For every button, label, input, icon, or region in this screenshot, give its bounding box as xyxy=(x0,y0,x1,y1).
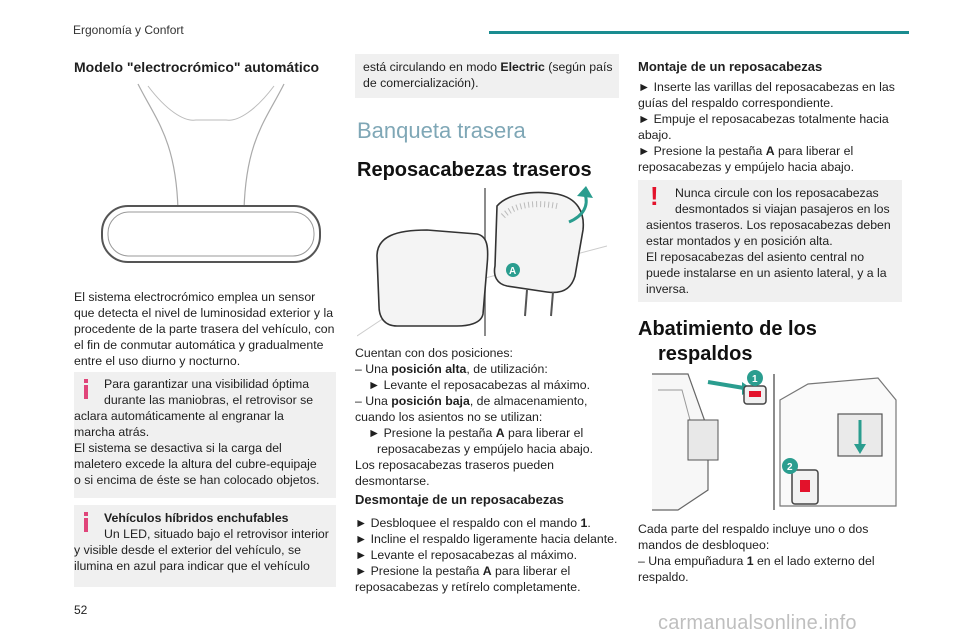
position-high: – Una posición alta, de utilización: xyxy=(355,362,548,376)
warning-line: El reposacabezas del asiento central no xyxy=(646,250,865,264)
watermark: carmanualsonline.info xyxy=(658,612,857,634)
info-hybrid-title: Vehículos híbridos enchufables xyxy=(104,511,289,525)
info-line: durante las maniobras, el retrovisor se xyxy=(104,393,314,407)
warning-line: desmontados si viajan pasajeros en los xyxy=(675,202,890,216)
warning-line: Nunca circule con los reposacabezas xyxy=(675,186,879,200)
callout-a-label: A xyxy=(509,266,517,277)
abatimiento-para: respaldo. xyxy=(638,570,689,584)
removable-line: Los reposacabezas traseros pueden xyxy=(355,458,554,472)
continued-line: de comercialización). xyxy=(363,76,479,90)
headrest-heading: Reposacabezas traseros xyxy=(357,159,592,181)
montaje-step: guías del respaldo correspondiente. xyxy=(638,96,834,110)
position-low: – Una posición baja, de almacenamiento, xyxy=(355,394,588,408)
desmontaje-heading: Desmontaje de un reposacabezas xyxy=(355,492,564,507)
montaje-step: reposacabezas y empújelo hacia abajo. xyxy=(638,160,855,174)
info-line: y visible desde el exterior del vehículo, se xyxy=(74,543,301,557)
desmontaje-step: ► Levante el reposacabezas al máximo. xyxy=(355,548,578,562)
info-box-continued xyxy=(355,54,619,98)
warning-box xyxy=(638,180,902,302)
info-line: ilumina en azul para indicar que el vehículo xyxy=(74,559,310,573)
mirror-para-line: entre el uso diurno y nocturno. xyxy=(74,354,241,368)
abatimiento-para: Cada parte del respaldo incluye uno o dos xyxy=(638,522,869,536)
info-line: marcha atrás. xyxy=(74,425,150,439)
montaje-step: ► Presione la pestaña A para liberar el xyxy=(638,144,854,158)
info-box-reverse xyxy=(74,372,336,498)
position-high-step: ► Levante el reposacabezas al máximo. xyxy=(368,378,591,392)
headrest-illustration xyxy=(357,186,607,342)
abatimiento-para: – Una empuñadura 1 en el lado externo del xyxy=(638,554,875,568)
continued-line: está circulando en modo Electric (según país xyxy=(363,60,613,74)
callout-1-label: 1 xyxy=(752,374,758,385)
montaje-heading: Montaje de un reposacabezas xyxy=(638,59,823,74)
info-line: maletero excede la altura del cubre-equipaje xyxy=(74,457,317,471)
info-line: Para garantizar una visibilidad óptima xyxy=(104,377,310,391)
mirror-para-line: El sistema electrocrómico emplea un sensor xyxy=(74,290,316,304)
mirror-para-line: procedente de la parte trasera del vehículo, con xyxy=(74,322,335,336)
info-line: Un LED, situado bajo el retrovisor interior xyxy=(104,527,329,541)
page-number: 52 xyxy=(74,603,88,617)
info-icon xyxy=(84,385,88,399)
mirror-para-line: que detecta el nivel de luminosidad exterior y la xyxy=(74,306,334,320)
warning-icon: ! xyxy=(650,181,659,211)
abatimiento-para: mandos de desbloqueo: xyxy=(638,538,770,552)
desmontaje-step: reposacabezas y retírelo completamente. xyxy=(355,580,581,594)
positions-intro: Cuentan con dos posiciones: xyxy=(355,346,513,360)
info-icon xyxy=(84,518,88,532)
info-line: aclara automáticamente al engranar la xyxy=(74,409,284,423)
info-line: o si encima de éste se han colocado objetos. xyxy=(74,473,320,487)
callout-2-label: 2 xyxy=(787,462,793,473)
header-rule xyxy=(489,31,909,34)
desmontaje-step: ► Presione la pestaña A para liberar el xyxy=(355,564,571,578)
rearview-mirror-illustration xyxy=(96,80,326,270)
info-line: El sistema se desactiva si la carga del xyxy=(74,441,282,455)
montaje-step: abajo. xyxy=(638,128,672,142)
seat-fold-illustration xyxy=(648,370,902,514)
info-box-hybrid xyxy=(74,505,336,587)
desmontaje-step: ► Incline el respaldo ligeramente hacia delante. xyxy=(355,532,618,546)
section-title: Ergonomía y Confort xyxy=(73,23,184,37)
mirror-para-line: el fin de conmutar automática y gradualmente xyxy=(74,338,324,352)
montaje-step: ► Empuje el reposacabezas totalmente hacia xyxy=(638,112,889,126)
mirror-heading: Modelo "electrocrómico" automático xyxy=(74,59,320,75)
banqueta-heading: Banqueta trasera xyxy=(357,118,526,143)
warning-line: inversa. xyxy=(646,282,690,296)
position-low-step-cont: reposacabezas y empújelo hacia abajo. xyxy=(377,442,594,456)
position-low-cont: cuando los asientos no se utilizan: xyxy=(355,410,543,424)
warning-line: asientos traseros. Los reposacabezas deben xyxy=(646,218,891,232)
abatimiento-heading-line2: respaldos xyxy=(658,343,753,365)
warning-line: puede instalarse en un asiento lateral, y a la xyxy=(646,266,887,280)
abatimiento-heading-line1: Abatimiento de los xyxy=(638,318,817,340)
removable-line: desmontarse. xyxy=(355,474,430,488)
montaje-step: ► Inserte las varillas del reposacabezas en las xyxy=(638,80,895,94)
desmontaje-step: ► Desbloquee el respaldo con el mando 1. xyxy=(355,516,591,530)
position-low-step: ► Presione la pestaña A para liberar el xyxy=(368,426,584,440)
warning-line: estar montados y en posición alta. xyxy=(646,234,833,248)
